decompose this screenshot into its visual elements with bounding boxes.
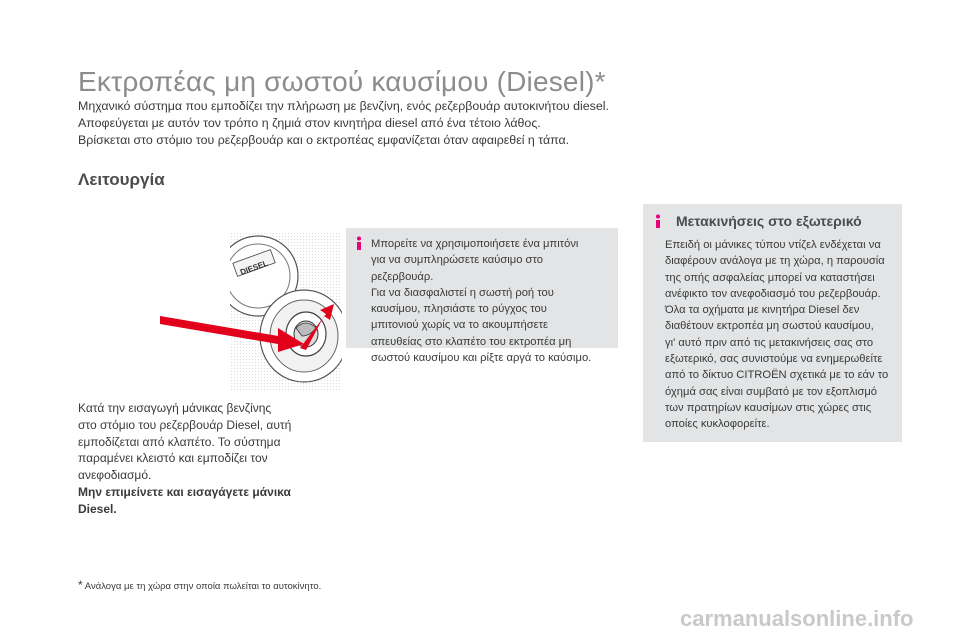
info-box-line: οποίες κυκλοφορείτε. [665, 418, 770, 431]
intro-line: Αποφεύγεται με αυτόν τον τρόπο η ζημιά στον κινητήρα diesel από ένα τέτοιο λάθος. [78, 116, 541, 130]
info-box-tip [346, 228, 618, 365]
body-line: Κατά την εισαγωγή μάνικας βενζίνης [78, 401, 272, 415]
intro-line: Μηχανικό σύστημα που εμποδίζει την πλήρωση με βενζίνη, ενός ρεζερβουάρ αυτοκινήτου diesel. [78, 99, 609, 113]
info-box-line: απευθείας στο κλαπέτο του εκτροπέα μη [371, 335, 572, 348]
diesel-label: DIESEL [238, 258, 270, 277]
section-heading: Λειτουργία [78, 170, 165, 189]
footnote [78, 578, 321, 592]
info-box-line: Όλα τα οχήματα με κινητήρα Diesel δεν [665, 304, 860, 317]
info-box-line: εξωτερικό, σας συνιστούμε να ενημερωθείτε [665, 353, 883, 366]
body-line: παραμένει κλειστό και εμποδίζει τον [78, 451, 268, 466]
info-box-line: διαφέρουν ανάλογα με τη χώρα, η παρουσία [665, 255, 885, 268]
info-icon [353, 236, 365, 250]
body-line: εμποδίζεται από κλαπέτο. Το σύστημα [78, 434, 281, 449]
info-box-line: καυσίμου, πλησιάστε το ρύγχος του [371, 303, 547, 316]
info-box-line: σωστού καυσίμου και ρίξτε αργά το καύσιμο. [371, 352, 592, 365]
intro-line: Βρίσκεται στο στόμιο του ρεζερβουάρ και ο εκτροπέας εμφανίζεται όταν αφαιρεθεί η τάπα. [78, 133, 570, 147]
info-box-line: όχημά σας είναι συμβατό με τον εξοπλισμό [665, 385, 878, 398]
info-box-line: για να συμπληρώσετε καύσιμο στο [371, 254, 543, 267]
info-box-line: της οπής ασφαλείας μπορεί να καταστήσει [665, 271, 875, 284]
warning-line: Diesel. [78, 501, 117, 516]
footnote-marker: * [78, 578, 83, 592]
info-box-line: Επειδή οι μάνικες τύπου ντίζελ ενδέχεται να [665, 239, 881, 251]
warning-line: Μην επιμείνετε και εισαγάγετε μάνικα [78, 484, 291, 499]
info-box-line: των πρατηρίων καυσίμων στις χώρες στις [665, 401, 872, 414]
body-line: στο στόμιο του ρεζερβουάρ Diesel, αυτή [78, 417, 292, 432]
operation-description [78, 400, 328, 518]
info-box-line: Μπορείτε να χρησιμοποιήσετε ένα μπιτόνι [371, 238, 579, 250]
info-box-travel-abroad [643, 204, 902, 442]
info-box-line: ανέφικτο τον ανεφοδιασμό του ρεζερβουάρ. [665, 287, 881, 300]
info-box-line: από το δίκτυο CITROËN σχετικά με το εάν το [665, 369, 889, 382]
arrow-icon [160, 300, 340, 380]
page-title: Εκτροπέας μη σωστού καυσίμου (Diesel)* [78, 66, 606, 97]
body-line: ανεφοδιασμό. [78, 468, 152, 483]
watermark: carmanualsonline.info [680, 606, 914, 631]
info-box-line: γι' αυτό πριν από τις μετακινήσεις σας στο [665, 336, 874, 349]
info-icon [652, 214, 664, 228]
info-box-heading: Μετακινήσεις στο εξωτερικό [676, 213, 862, 229]
info-box-line: Για να διασφαλιστεί η σωστή ροή του [371, 286, 554, 299]
footnote-text: Ανάλογα με τη χώρα στην οποία πωλείται το αυτοκίνητο. [84, 581, 322, 592]
info-box-line: διαθέτουν εκτροπέα μη σωστού καυσίμου, [665, 320, 874, 333]
info-box-line: ρεζερβουάρ. [371, 270, 434, 283]
info-box-line: μπιτονιού χωρίς να το ακουμπήσετε [371, 319, 549, 332]
